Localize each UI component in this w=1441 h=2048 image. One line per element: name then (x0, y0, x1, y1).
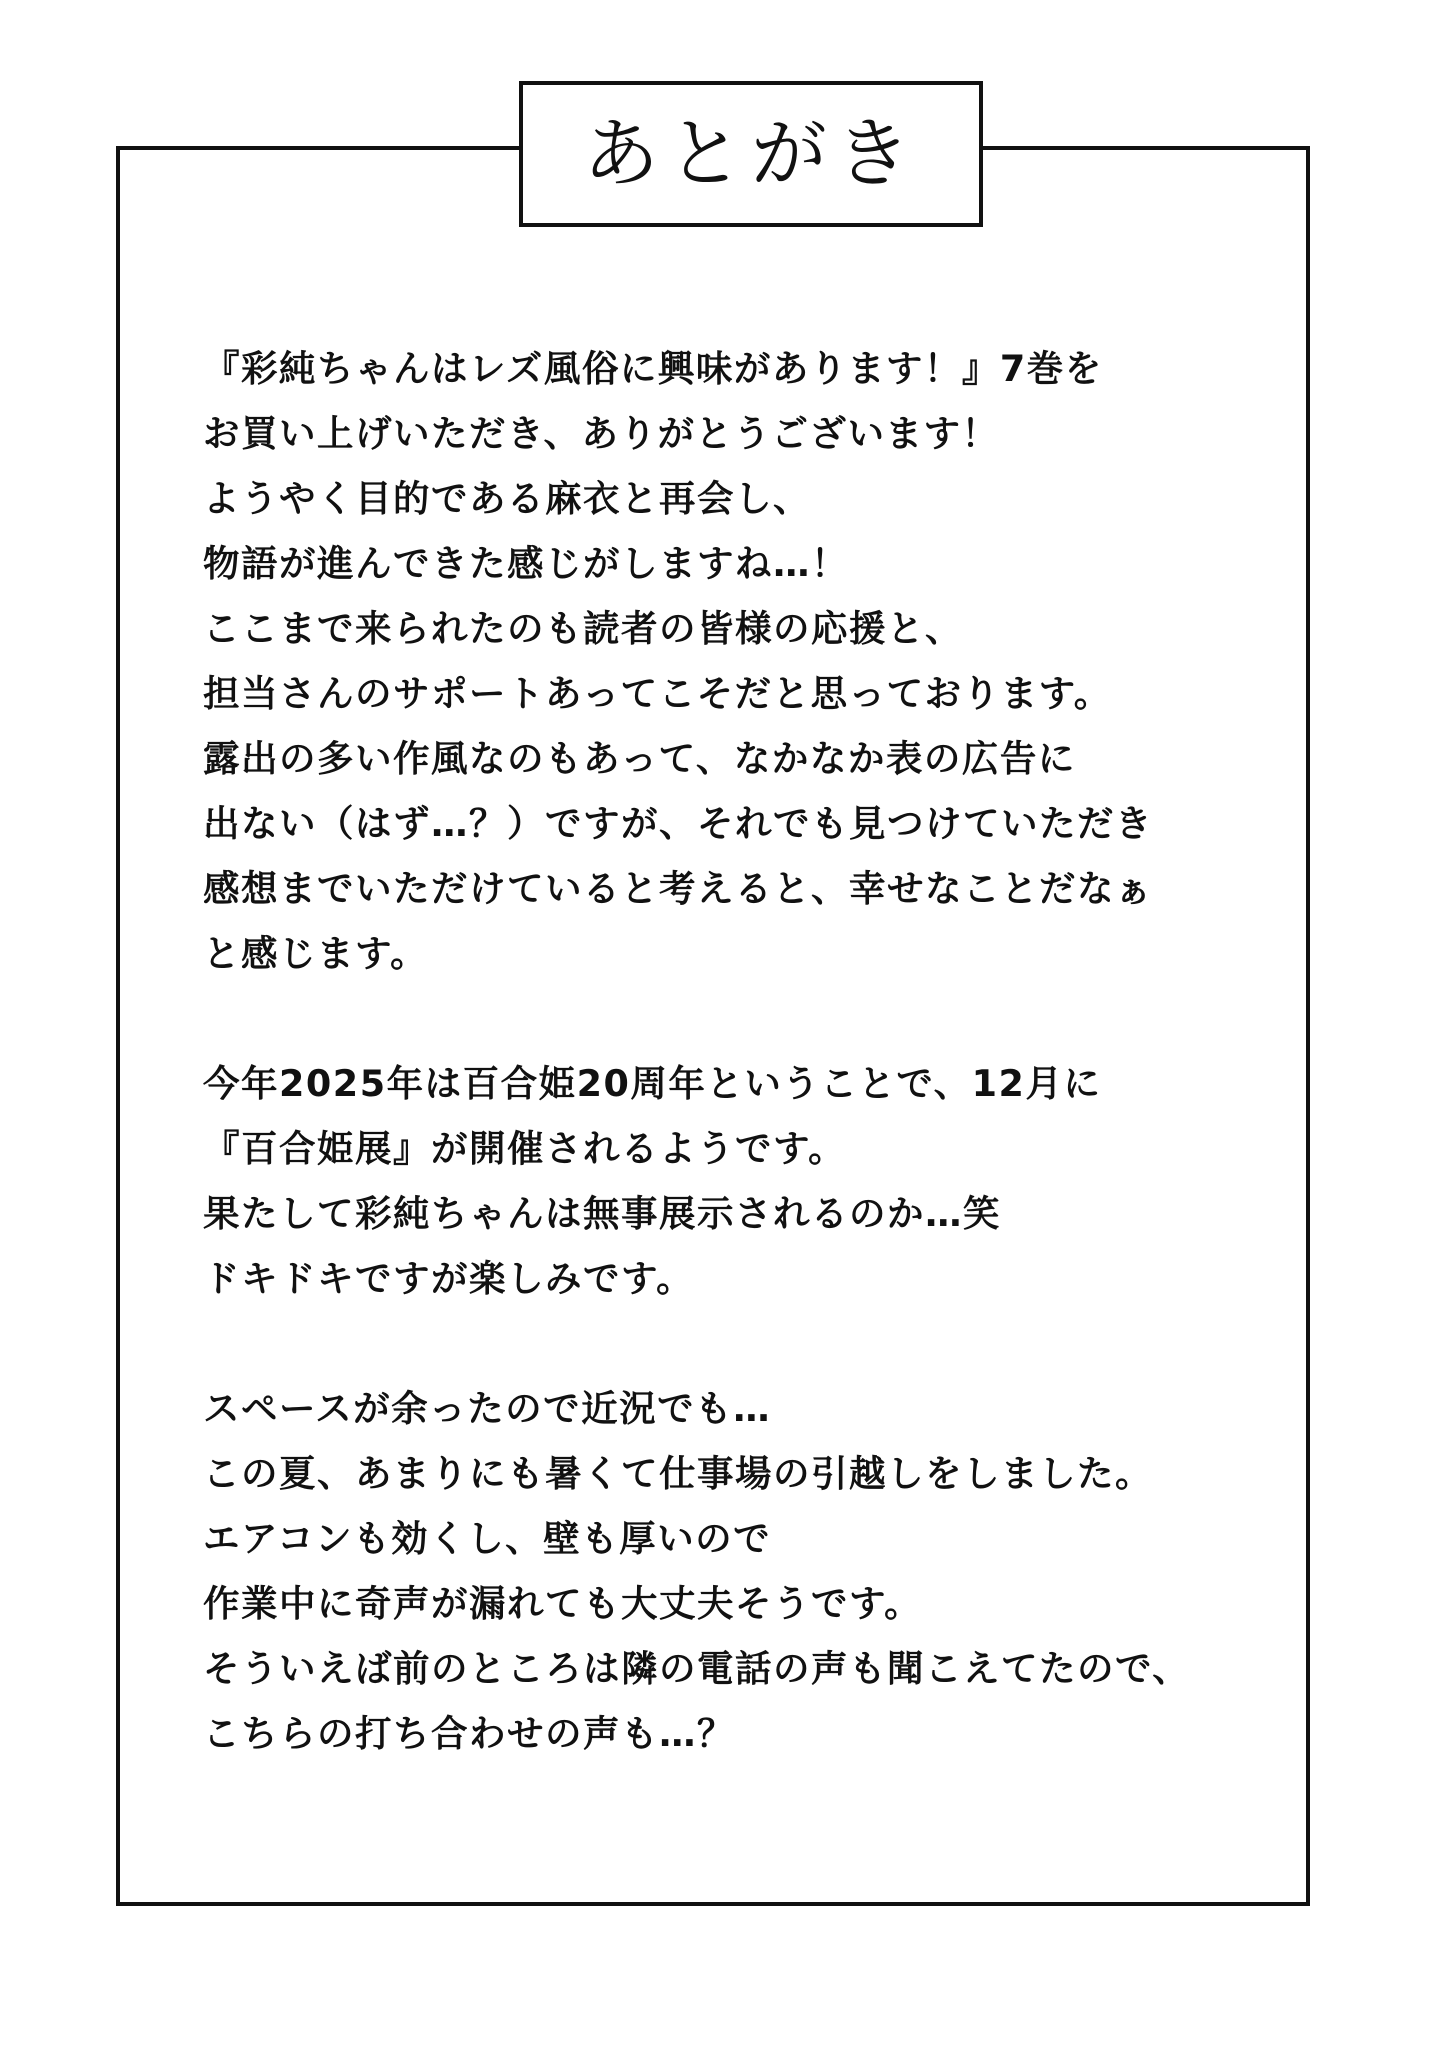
text-line: 『彩純ちゃんはレズ風俗に興味があります！』7巻を (203, 347, 1103, 390)
text-line: 感想までいただけていると考えると、幸せなことだなぁ (203, 867, 1153, 910)
text-line: お買い上げいただき、ありがとうございます！ (203, 412, 1000, 455)
text-line: 果たして彩純ちゃんは無事展示されるのか…笑 (203, 1192, 1001, 1235)
text-line: 出ない（はず…？）ですが、それでも見つけていただき (203, 802, 1153, 845)
text-line: スペースが余ったので近況でも… (203, 1387, 772, 1430)
text-line: ようやく目的である麻衣と再会し、 (203, 477, 811, 520)
page-title: あとがき (583, 109, 919, 198)
text-line: 作業中に奇声が漏れても大丈夫そうです。 (203, 1582, 923, 1625)
text-line: そういえば前のところは隣の電話の声も聞こえてたので、 (203, 1647, 1191, 1690)
text-line: ここまで来られたのも読者の皆様の応援と、 (203, 607, 963, 650)
text-line: 物語が進んできた感じがしますね…！ (203, 542, 849, 585)
afterword-body (203, 336, 1283, 1766)
text-line: 今年2025年は百合姫20周年ということで、12月に (203, 1062, 1102, 1105)
text-line: こちらの打ち合わせの声も…？ (203, 1712, 735, 1755)
text-line: 露出の多い作風なのもあって、なかなか表の広告に (203, 737, 1076, 780)
text-line: 『百合姫展』が開催されるようです。 (203, 1127, 847, 1170)
text-line: 担当さんのサポートあってこそだと思っております。 (203, 672, 1112, 715)
text-line: エアコンも効くし、壁も厚いので (203, 1517, 772, 1560)
paragraph-2 (203, 1051, 1283, 1311)
paragraph-3 (203, 1376, 1283, 1766)
text-line: と感じます。 (203, 932, 429, 975)
text-line: ドキドキですが楽しみです。 (203, 1257, 695, 1300)
text-line: この夏、あまりにも暑くて仕事場の引越しをしました。 (203, 1452, 1153, 1495)
paragraph-1 (203, 336, 1283, 986)
title-box (519, 81, 983, 227)
